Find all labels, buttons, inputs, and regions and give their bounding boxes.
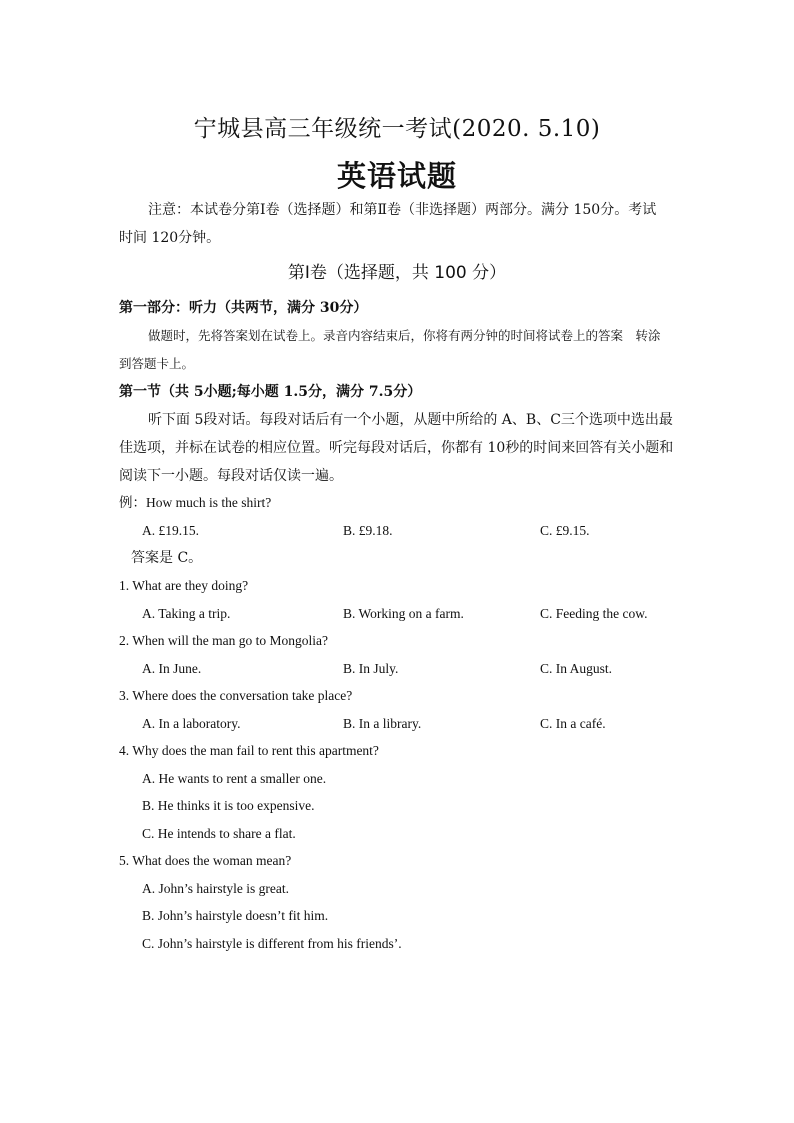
q4-option-b: B. He thinks it is too expensive. — [142, 798, 315, 813]
example-option-c: C. £9.15. — [540, 523, 590, 538]
q2-option-c: C. In August. — [540, 661, 613, 676]
part1-heading: 第一部分：听力（共两节，满分 30分） — [119, 300, 368, 316]
question-2: 2. When will the man go to Mongolia? — [119, 633, 328, 648]
exam-title: 宁城县高三年级统一考试(2020. 5.10) — [193, 116, 601, 142]
q1-option-a: A. Taking a trip. — [142, 606, 231, 621]
question-1: 1. What are they doing? — [119, 578, 249, 593]
notice-line: 注意：本试卷分第Ⅰ卷（选择题）和第Ⅱ卷（非选择题）两部分。满分 150分。考试 — [148, 202, 657, 218]
q1-option-b: B. Working on a farm. — [343, 606, 464, 621]
q5-option-b: B. John’s hairstyle doesn’t fit him. — [142, 908, 329, 923]
example-option-b: B. £9.18. — [343, 523, 393, 538]
volume-title: 第Ⅰ卷（选择题，共 100 分） — [287, 263, 507, 283]
instruction-line: 做题时，先将答案划在试卷上。录音内容结束后，你将有两分钟的时间将试卷上的答案 转涂 — [148, 328, 661, 343]
q4-option-c: C. He intends to share a flat. — [142, 826, 296, 841]
example-answer: 答案是 C。 — [131, 550, 203, 566]
q1-option-c: C. Feeding the cow. — [540, 606, 648, 621]
q2-option-b: B. In July. — [343, 661, 399, 676]
question-3: 3. Where does the conversation take place? — [119, 688, 353, 703]
section1-directions — [119, 406, 679, 490]
instruction-line: 到答题卡上。 — [119, 356, 195, 371]
q5-option-c: C. John’s hairstyle is different from his friends’. — [142, 936, 402, 951]
directions-line: 阅读下一小题。每段对话仅读一遍。 — [119, 468, 343, 484]
question-4: 4. Why does the man fail to rent this apartment? — [119, 743, 379, 758]
example-option-a: A. £19.15. — [142, 523, 199, 538]
q3-option-b: B. In a library. — [343, 716, 422, 731]
example-question: 例：How much is the shirt? — [119, 495, 272, 510]
q4-option-a: A. He wants to rent a smaller one. — [142, 771, 327, 786]
q5-option-a: A. John’s hairstyle is great. — [142, 881, 289, 896]
q3-option-a: A. In a laboratory. — [142, 716, 241, 731]
section1-heading: 第一节（共 5小题;每小题 1.5分，满分 7.5分） — [119, 384, 422, 400]
notice-line: 时间 120分钟。 — [119, 230, 221, 246]
q3-option-c: C. In a café. — [540, 716, 606, 731]
directions-line: 佳选项，并标在试卷的相应位置。听完每段对话后，你都有 10秒的时间来回答有关小题和 — [119, 440, 674, 456]
notice-paragraph — [119, 196, 679, 252]
directions-line: 听下面 5段对话。每段对话后有一个小题，从题中所给的 A、B、C三个选项中选出最 — [148, 412, 673, 428]
subject-title: 英语试题 — [336, 159, 457, 193]
q2-option-a: A. In June. — [142, 661, 202, 676]
part1-instructions — [119, 322, 679, 378]
question-5: 5. What does the woman mean? — [119, 853, 292, 868]
